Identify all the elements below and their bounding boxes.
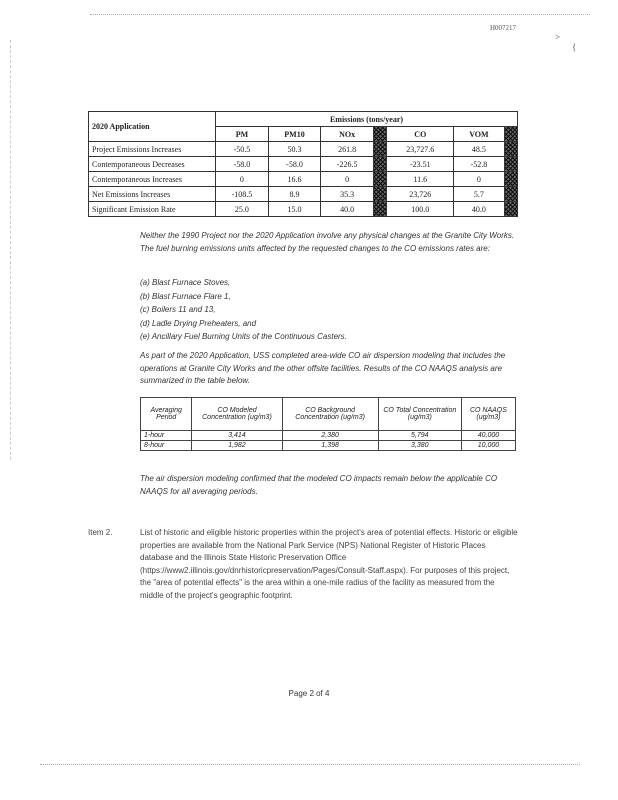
table-row: Significant Emission Rate 25.0 15.0 40.0 100.0 40.0 [89,202,518,217]
list-item: (a) Blast Furnace Stoves, [140,278,231,287]
paragraph-conclusion: The air dispersion modeling confirmed that the modeled CO impacts remain below the applicable CO NAAQS for all averaging periods. [140,474,498,496]
paragraph-historic-properties: List of historic and eligible historic properties within the project's area of potential effects. Historic or eligible properties are available from the National Park Service (NPS) National Register of Historic Places database and the Illinois State Historic Preservation Office (https://www2.illinois.gov/dnrhistoricpreservation/Pages/Consult-Staff.aspx). For purposes of this project, the "area of potential effects" is the area within a one-mile radius of the facility as measured from the middle of the project's geographic footprint. [140,528,518,600]
redacted-cell [374,127,387,142]
paragraph-modeling: As part of the 2020 Application, USS completed area-wide CO air dispersion modeling that includes the operations at Granite City Works and the other offsite facilities. Results of the CO NAAQS analysis are summarized in the table below. [140,351,506,385]
table-row: 8-hour 1,982 1,398 3,380 10,000 [141,441,516,451]
corner-mark: > [555,32,561,42]
table-row: Project Emissions Increases -50.5 50.3 261.8 23,727.6 48.5 [89,142,518,157]
redacted-cell [374,142,387,157]
page-footer: Page 2 of 4 [288,689,330,698]
col-pm: PM [216,127,269,142]
list-item: (b) Blast Furnace Flare 1, [140,291,231,301]
redacted-cell [504,202,517,217]
col-vom: VOM [454,127,504,142]
top-scan-artifact [90,14,590,15]
col-pm10: PM10 [268,127,320,142]
col-co: CO [387,127,454,142]
co-header-row: Averaging Period CO Modeled Concentration (ug/m3) CO Background Concentration (ug/m3) CO Total Concentration (ug/m3) CO NAAQS (ug/m3) [141,398,516,431]
list-item: (c) Boilers 11 and 13, [140,305,216,314]
units-list [140,278,520,346]
col-nox: NOx [321,127,374,142]
table-row: Contemporaneous Increases 0 16.6 0 11.6 0 [89,172,518,187]
redacted-cell [504,187,517,202]
left-scan-artifact [10,40,11,460]
item-number: Item 2. [88,528,113,537]
bottom-scan-artifact [40,764,580,765]
paragraph-physical-changes: Neither the 1990 Project nor the 2020 Application involve any physical changes at the Granite City Works. The fuel burning emissions units affected by the requested changes to the CO emissions rates are: [140,231,515,253]
table-row: Net Emissions Increases -108.5 8.9 35.3 23,726 5.7 [89,187,518,202]
co-naaqs-table [140,397,516,451]
redacted-cell [374,157,387,172]
redacted-cell [374,202,387,217]
document-id: H007217 [490,24,517,32]
redacted-cell [504,157,517,172]
redacted-cell [374,187,387,202]
redacted-cell [504,127,517,142]
corner-mark-2: { [572,42,577,52]
group-header: Emissions (tons/year) [216,112,518,127]
redacted-cell [504,142,517,157]
redacted-cell [504,172,517,187]
emissions-table [88,111,518,217]
list-item: (d) Ladle Drying Preheaters, and [140,318,257,328]
table-row: Contemporaneous Decreases -58.0 -58.0 -226.5 -23.51 -52.8 [89,157,518,172]
redacted-cell [374,172,387,187]
table-header-row [89,112,518,127]
table-title: 2020 Application [89,112,216,142]
list-item: (e) Ancillary Fuel Burning Units of the Continuous Casters. [140,332,347,341]
table-row: 1-hour 3,414 2,380 5,794 40,000 [141,431,516,441]
